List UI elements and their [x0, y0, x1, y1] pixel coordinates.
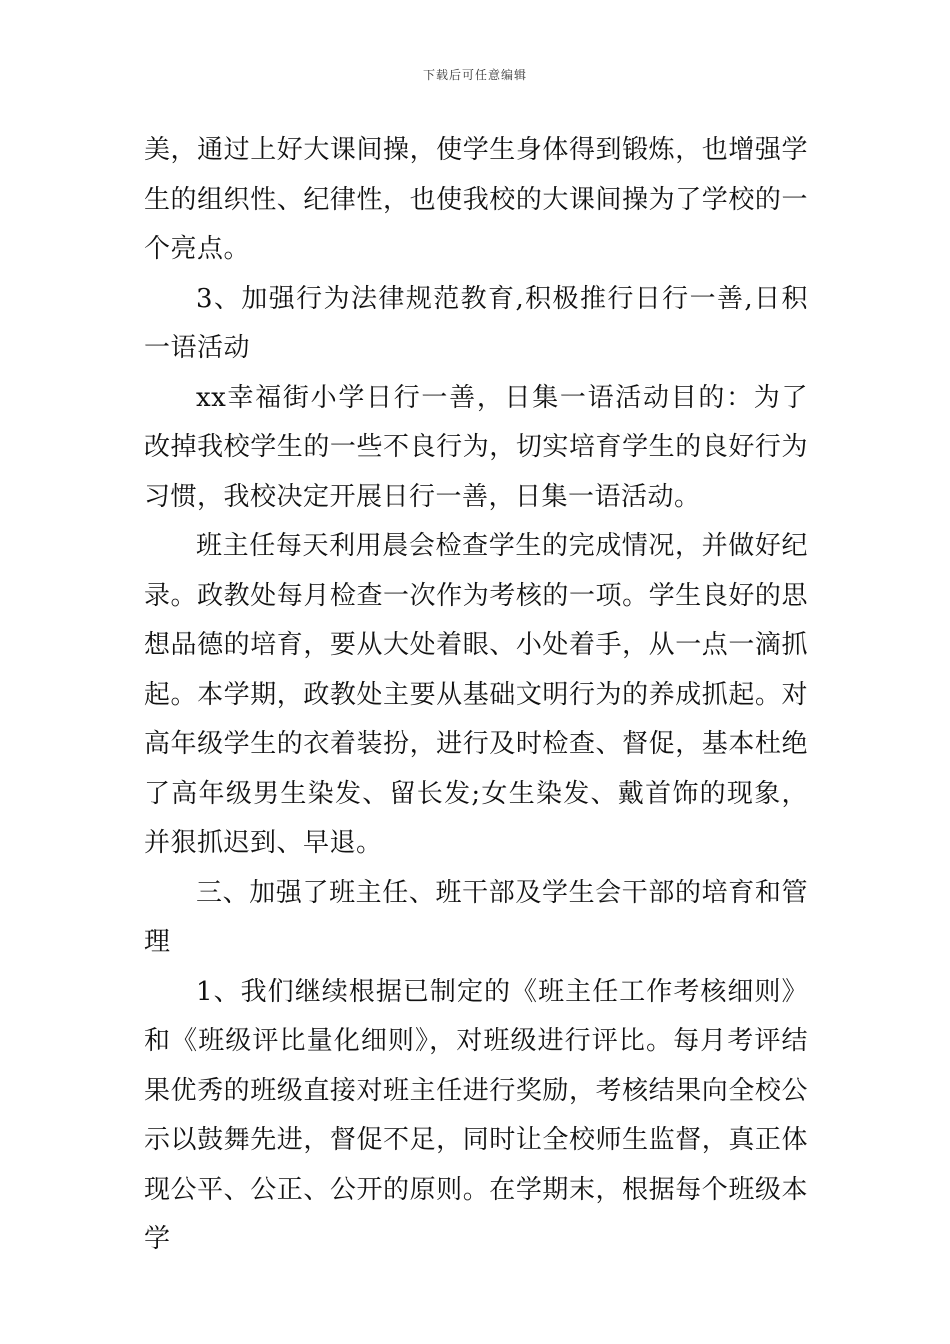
paragraph-section-3-heading: 3、加强行为法律规范教育,积极推行日行一善,日积一语活动 [144, 283, 808, 363]
paragraph-activity-purpose: xx幸福街小学日行一善，日集一语活动目的：为了改掉我校学生的一些不良行为，切实培育学生的良好行为习惯，我校决定开展日行一善，日集一语活动。 [144, 382, 808, 512]
paragraph-continued: 美，通过上好大课间操，使学生身体得到锻炼，也增强学生的组织性、纪律性，也使我校的大课间操为了学校的一个亮点。 [144, 135, 808, 264]
page-header-note: 下载后可任意编辑 [422, 68, 527, 82]
paragraph-part-3-heading: 三、加强了班主任、班干部及学生会干部的培育和管理 [144, 877, 808, 957]
paragraph-evaluation-rules: 1、我们继续根据已制定的《班主任工作考核细则》和《班级评比量化细则》，对班级进行评比。每月考评结果优秀的班级直接对班主任进行奖励，考核结果向全校公示以鼓舞先进，督促不足，同时让全校师生监督，真正体现公平、公正、公开的原则。在学期末，根据每个班级本学 [144, 976, 808, 1254]
document-body [144, 126, 808, 1265]
paragraph-class-teacher-check: 班主任每天利用晨会检查学生的完成情况，并做好纪录。政教处每月检查一次作为考核的一项。学生良好的思想品德的培育，要从大处着眼、小处着手，从一点一滴抓起。本学期，政教处主要从基础文明行为的养成抓起。对高年级学生的衣着装扮，进行及时检查、督促，基本杜绝了高年级男生染发、留长发;女生染发、戴首饰的现象，并狠抓迟到、早退。 [144, 531, 808, 858]
